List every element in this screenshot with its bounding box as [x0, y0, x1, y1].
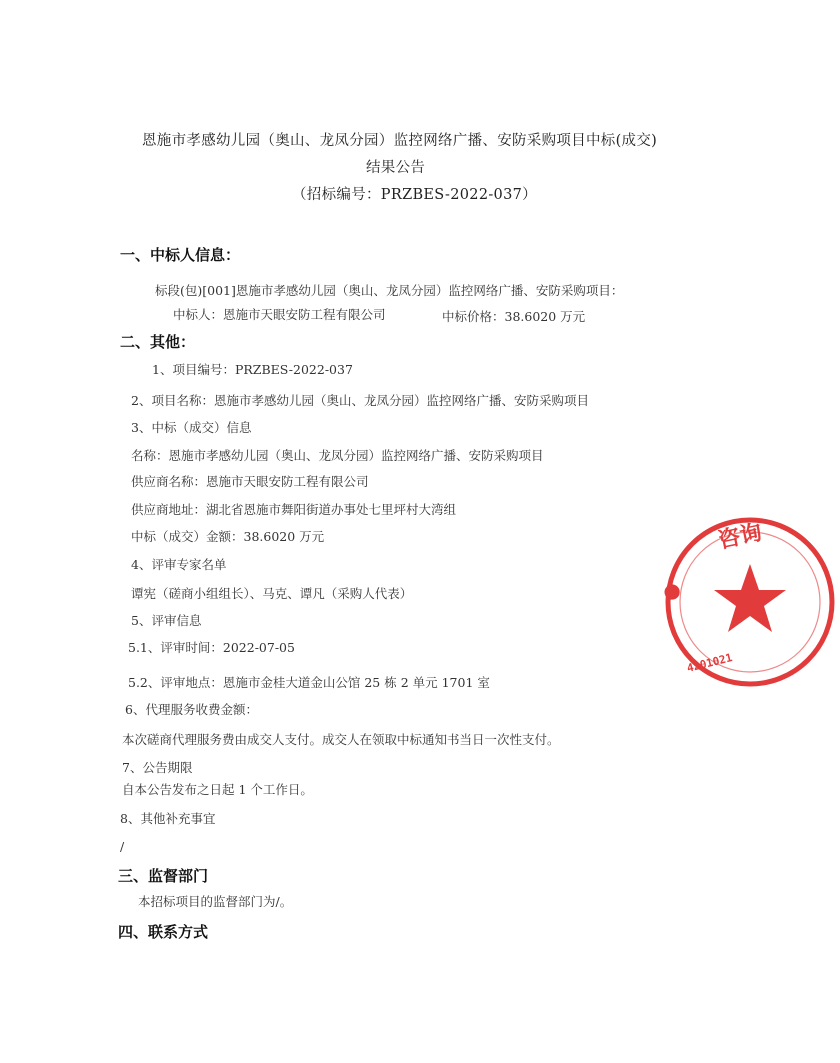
award-info-heading: 3、中标（成交）信息: [131, 420, 252, 435]
supervision-line: 本招标项目的监督部门为/。: [138, 894, 293, 909]
document-title-line2: 结果公告: [366, 160, 426, 176]
notice-period-heading: 7、公告期限: [122, 760, 193, 775]
section-heading-winner-info: 一、中标人信息：: [120, 246, 241, 264]
review-location-line: 5.2、评审地点：恩施市金桂大道金山公馆 25 栋 2 单元 1701 室: [128, 675, 490, 690]
seal-arc-text: 咨询: [716, 520, 765, 554]
seal-left-glyph-1: ●: [656, 579, 685, 604]
tender-number: （招标编号：PRZBES-2022-037）: [292, 187, 537, 203]
award-name-line: 名称：恩施市孝感幼儿园（奥山、龙凤分园）监控网络广播、安防采购项目: [131, 448, 544, 463]
award-amount-line: 中标（成交）金额：38.6020 万元: [131, 529, 325, 544]
expert-list-heading: 4、评审专家名单: [131, 557, 227, 572]
seal-star-icon: [714, 564, 786, 632]
winner-name: 中标人：恩施市天眼安防工程有限公司: [173, 307, 386, 322]
agency-fee-line: 本次磋商代理服务费由成交人支付。成交人在领取中标通知书当日一次性支付。: [122, 732, 560, 747]
section-heading-other: 二、其他：: [120, 333, 196, 351]
notice-period-line: 自本公告发布之日起 1 个工作日。: [122, 782, 313, 797]
supplier-address-line: 供应商地址：湖北省恩施市舞阳街道办事处七里坪村大湾组: [131, 502, 457, 517]
expert-list-line: 谭宪（磋商小组组长）、马克、谭凡（采购人代表）: [131, 586, 413, 601]
project-number-line: 1、项目编号：PRZBES-2022-037: [152, 362, 353, 377]
section-heading-supervision: 三、监督部门: [118, 867, 209, 885]
supplementary-heading: 8、其他补充事宜: [120, 811, 216, 826]
section-heading-contact: 四、联系方式: [118, 923, 209, 941]
document-title: 恩施市孝感幼儿园（奥山、龙凤分园）监控网络广播、安防采购项目中标(成交): [142, 133, 658, 149]
project-name-line: 2、项目名称：恩施市孝感幼儿园（奥山、龙凤分园）监控网络广播、安防采购项目: [131, 393, 589, 408]
lot-line: 标段(包)[001]恩施市孝感幼儿园（奥山、龙凤分园）监控网络广播、安防采购项目：: [155, 283, 624, 298]
winning-price: 中标价格：38.6020 万元: [442, 309, 586, 324]
agency-fee-heading: 6、代理服务收费金额：: [125, 702, 258, 717]
review-info-heading: 5、评审信息: [131, 613, 202, 628]
seal-number: 4201021: [685, 651, 734, 675]
company-seal: [656, 512, 840, 692]
review-time-line: 5.1、评审时间：2022-07-05: [128, 640, 295, 655]
supplier-name-line: 供应商名称：恩施市天眼安防工程有限公司: [131, 474, 369, 489]
supplementary-line: /: [120, 839, 125, 854]
